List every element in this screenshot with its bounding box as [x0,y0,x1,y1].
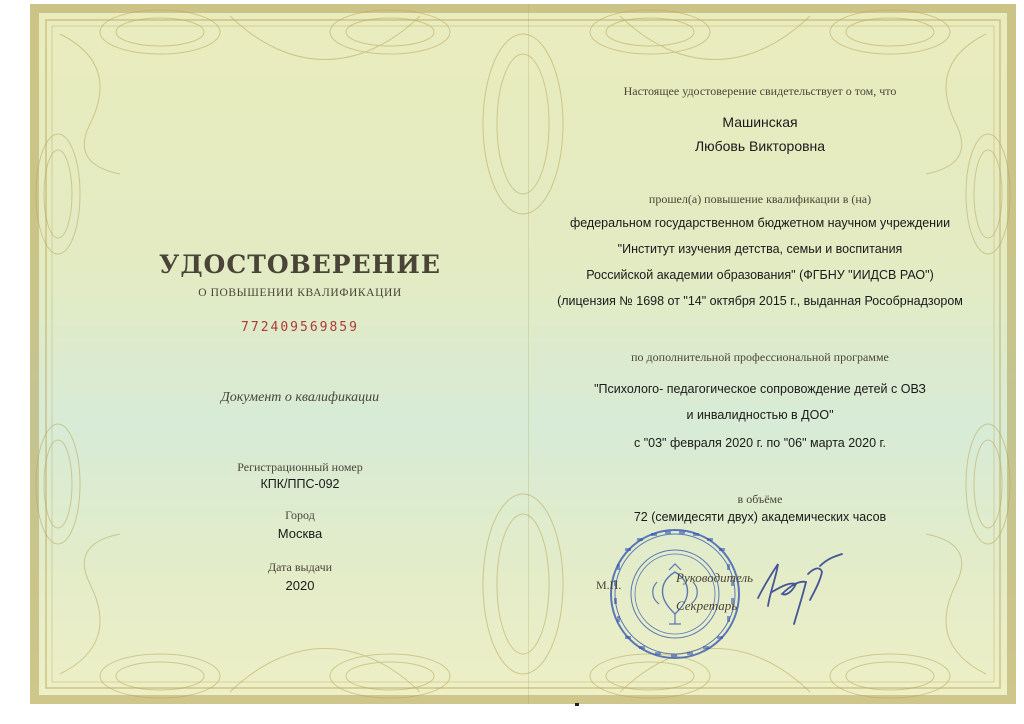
issue-date-label: Дата выдачи [267,560,333,574]
serial-number: 772409569859 [241,320,359,335]
issue-date-value: 2020 [285,578,315,593]
certificate-sheet [30,4,1016,704]
secretary-label: Секретарь [676,598,738,613]
head-label: Руководитель [676,570,754,585]
organization-license: (лицензия № 1698 от "14" октября 2015 г., выданная Рособрнадзором [557,294,963,308]
fold-line [528,4,529,704]
volume-label: в объёме [737,492,783,506]
certificate-subtitle: О ПОВЫШЕНИИ КВАЛИФИКАЦИИ [198,287,402,299]
recipient-given-names: Любовь Викторовна [694,138,826,154]
scan-mark [575,703,579,706]
registration-number-value: КПК/ППС-092 [260,477,340,491]
program-line-1: "Психолого- педагогическое сопровождение детей с ОВЗ [594,382,926,396]
program-label: по дополнительной профессиональной программе [631,350,889,364]
certificate-title: УДОСТОВЕРЕНИЕ [159,250,441,279]
official-stamp [605,524,745,664]
organization-line-3: Российской академии образования" (ФГБНУ "ИИДСВ РАО") [586,268,934,282]
signature [748,552,848,632]
city-label: Город [285,508,315,522]
organization-line-1: федеральном государственном бюджетном научном учреждении [569,216,951,230]
organization-line-2: "Институт изучения детства, семьи и воспитания [617,242,903,256]
training-dates: с "03" февраля 2020 г. по "06" марта 2020 г. [633,436,887,450]
passed-label: прошел(а) повышение квалификации в (на) [648,192,872,206]
seal-place-label: М.П. [596,578,622,592]
city-value: Москва [277,526,323,541]
intro-text: Настоящее удостоверение свидетельствует о том, что [623,84,897,98]
volume-value: 72 (семидесяти двух) академических часов [633,510,887,524]
document-type: Документ о квалификации [220,390,380,405]
program-line-2: и инвалидностью в ДОО" [686,408,834,422]
recipient-surname: Машинская [722,114,798,130]
registration-number-label: Регистрационный номер [237,460,363,474]
